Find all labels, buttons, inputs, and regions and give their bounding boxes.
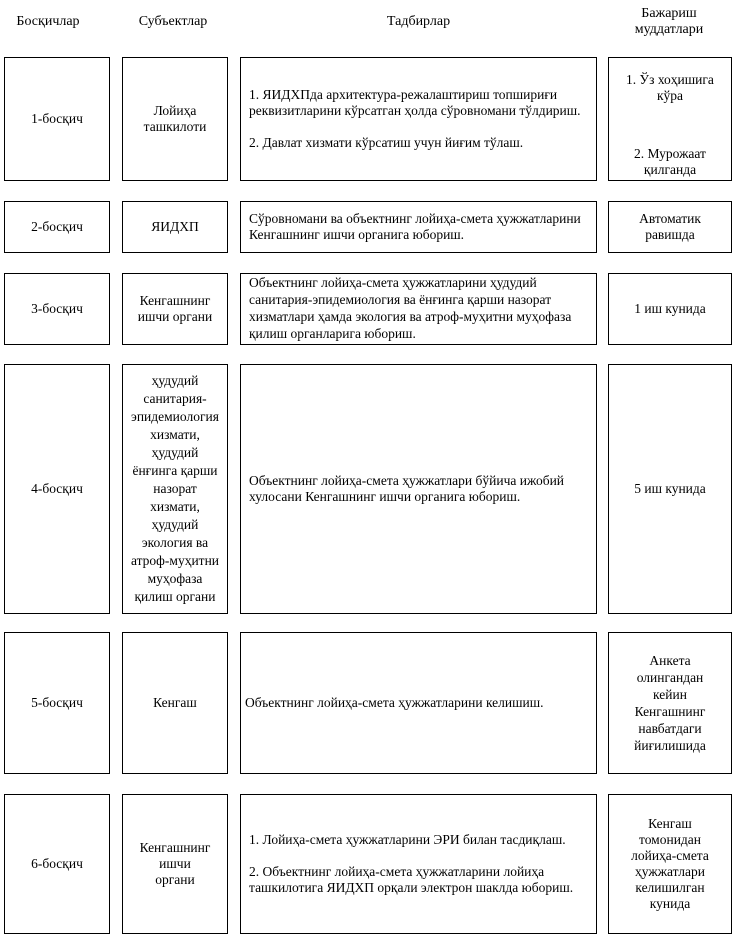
stage-label: 2-босқич [31,219,83,234]
actions-3-box [240,273,597,345]
deadline-6-box [608,794,732,934]
subject-5-box [122,632,228,774]
stage-label: 4-босқич [31,481,83,496]
actions-1-box [240,57,597,181]
stage-label: 3-босқич [31,301,83,316]
stage-label: 1-босқич [31,111,83,126]
subject-6-box [122,794,228,934]
stage-4-box [4,364,110,614]
deadline-text: 1. Ўз хоҳишига кўра [626,72,714,103]
stage-2-box [4,201,110,253]
subject-label: ЯИДХП [151,219,199,234]
deadline-text: Анкета олингандан кейин Кенгашнинг навбатдаги йиғилишида [634,653,706,753]
stage-5-box [4,632,110,774]
action-text: Объектнинг лойиҳа-смета ҳужжатлари бўйича ижобий хулосани Кенгашнинг ишчи органига юбориш. [249,473,565,504]
stage-6-box [4,794,110,934]
deadline-4-box [608,364,732,614]
subject-label: ҳудудий санитария- эпидемиология хизмати, ҳудудий ёнғинга қарши назорат хизмати, ҳудудий экология ва атроф-муҳитни муҳофаза қилиш органи [130,373,220,604]
actions-5-box [240,632,597,774]
deadline-text: 1 иш кунида [634,301,706,316]
subject-2-box [122,201,228,253]
stage-label: 5-босқич [31,695,83,710]
subject-1-box [122,57,228,181]
deadline-5-box [608,632,732,774]
deadline-text: 5 иш кунида [634,481,706,496]
actions-4-box [240,364,597,614]
deadline-text: Кенгаш томонидан лойиҳа-смета ҳужжатлари келишилган кунида [631,816,709,911]
subject-4-box [122,364,228,614]
deadline-2-box [608,201,732,253]
subject-label: Кенгашнинг ишчи органи [137,293,213,324]
header-stages: Босқичлар [16,14,80,29]
action-text: 1. Лойиҳа-смета ҳужжатларини ЭРИ билан тасдиқлаш. [249,832,566,847]
actions-2-box [240,201,597,253]
stage-3-box [4,273,110,345]
deadline-text: Автоматик равишда [639,211,701,242]
stage-1-box [4,57,110,181]
header-actions: Тадбирлар [386,14,451,29]
deadline-1-box [608,57,732,181]
action-text: Сўровномани ва объектнинг лойиҳа-смета ҳужжатларини Кенгашнинг ишчи органига юбориш. [249,211,581,242]
action-text: 1. ЯИДХПда архитектура-режалаштириш топшириғи реквизитларини кўрсатган ҳолда сўровномани тўлдириш. [249,87,581,118]
stage-label: 6-босқич [31,856,83,871]
subject-label: Кенгашнинг ишчи органи [139,840,211,887]
action-text: Объектнинг лойиҳа-смета ҳужжатларини келишиш. [245,695,544,710]
action-text: Объектнинг лойиҳа-смета ҳужжатларини ҳудудий санитария-эпидемиология ва ёнғинга қарши назорат хизматлари ҳамда экология ва атроф-муҳитни муҳофаза қилиш органларига юбориш. [249,275,572,341]
subject-label: Лойиҳа ташкилоти [143,103,207,134]
actions-6-box [240,794,597,934]
header-deadlines: Бажариш муддатлари [634,6,704,37]
subject-label: Кенгаш [153,695,197,710]
deadline-3-box [608,273,732,345]
action-text: 2. Давлат хизмати кўрсатиш учун йиғим тўлаш. [249,135,524,150]
header-subjects: Субъектлар [138,14,208,29]
subject-3-box [122,273,228,345]
deadline-text: 2. Мурожаат қилганда [634,146,706,177]
action-text: 2. Объектнинг лойиҳа-смета ҳужжатларини лойиҳа ташкилотига ЯИДХП орқали электрон шаклда юбориш. [249,864,574,895]
